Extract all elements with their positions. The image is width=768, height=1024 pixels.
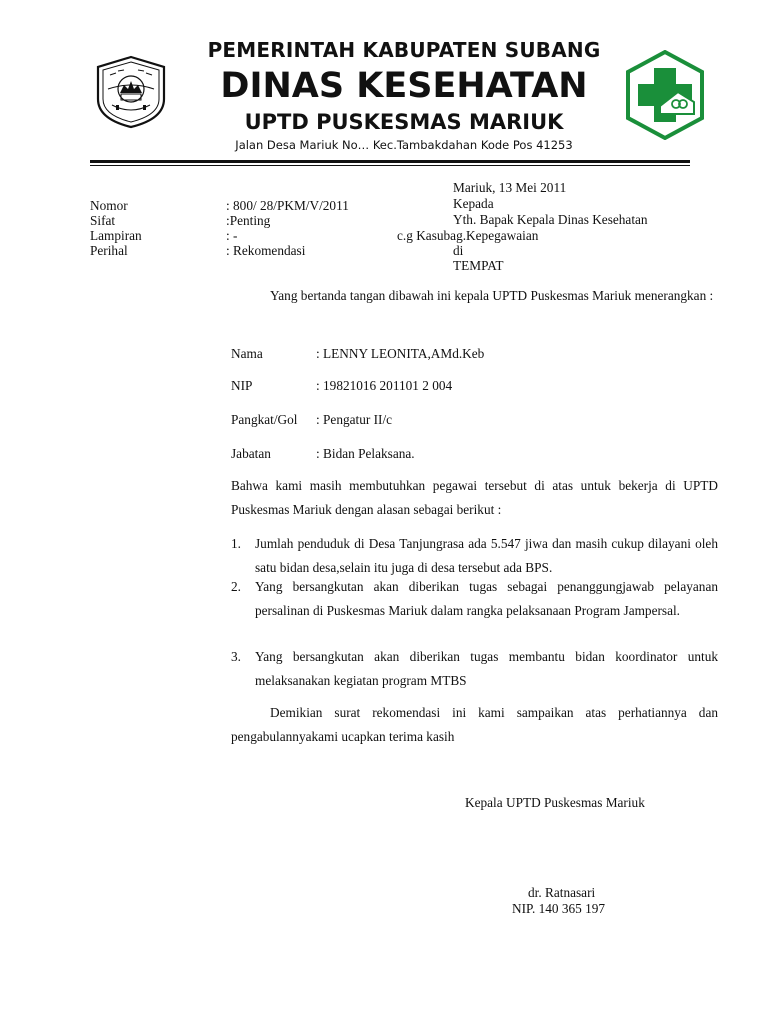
meta-label-nomor: Nomor xyxy=(90,198,128,213)
reason-text-1: Jumlah penduduk di Desa Tanjungrasa ada 5.547 jiwa dan masih cukup dilayani oleh satu bidan desa,selain itu juga di desa tersebut ada BPS. xyxy=(255,536,718,575)
letterhead-address: Jalan Desa Mariuk No… Kec.Tambakdahan Kode Pos 41253 xyxy=(235,138,573,152)
reason-text-2: Yang bersangkutan akan diberikan tugas sebagai penanggungjawab pelayanan persalinan di Puskesmas Mariuk dalam rangka pelaksanaan Program Jampersal. xyxy=(255,579,718,618)
meta-value-sifat: :Penting xyxy=(226,213,271,228)
meta-label-lampiran: Lampiran xyxy=(90,228,142,243)
meta-value-nomor: : 800/ 28/PKM/V/2011 xyxy=(226,198,349,213)
closing-paragraph: Demikian surat rekomendasi ini kami sampaikan atas perhatiannya dan pengabulannyakami ucapkan terima kasih xyxy=(231,705,718,744)
reason-number-3: 3. xyxy=(231,649,241,664)
place-date: Mariuk, 13 Mei 2011 xyxy=(453,180,567,195)
meta-label-sifat: Sifat xyxy=(90,213,116,228)
reason-intro-paragraph: Bahwa kami masih membutuhkan pegawai tersebut di atas untuk bekerja di UPTD Puskesmas Mariuk dengan alasan sebagai berikut : xyxy=(231,478,718,517)
meta-value-perihal: : Rekomendasi xyxy=(226,243,306,258)
recipient-name: Yth. Bapak Kepala Dinas Kesehatan xyxy=(453,212,648,227)
employee-label-nip: NIP xyxy=(231,378,253,393)
recipient-to: Kepada xyxy=(453,196,494,211)
recipient-at: di xyxy=(453,243,464,258)
signature-title: Kepala UPTD Puskesmas Mariuk xyxy=(465,795,645,810)
employee-label-pangkat: Pangkat/Gol xyxy=(231,412,298,427)
meta-label-perihal: Perihal xyxy=(90,243,128,258)
reason-number-1: 1. xyxy=(231,536,241,551)
employee-value-pangkat: : Pengatur II/c xyxy=(316,412,393,427)
letterhead-rule-thick xyxy=(90,160,690,163)
letterhead-agency: DINAS KESEHATAN xyxy=(220,66,588,106)
letterhead-government: PEMERINTAH KABUPATEN SUBANG xyxy=(207,38,601,62)
letterhead-unit: UPTD PUSKESMAS MARIUK xyxy=(244,110,564,134)
recipient-place: TEMPAT xyxy=(453,258,504,273)
employee-label-jabatan: Jabatan xyxy=(231,446,271,461)
health-cross-logo-icon xyxy=(620,50,710,140)
employee-label-nama: Nama xyxy=(231,346,263,361)
employee-value-nip: : 19821016 201101 2 004 xyxy=(316,378,453,393)
reason-text-3: Yang bersangkutan akan diberikan tugas membantu bidan koordinator untuk melaksanakan kegiatan program MTBS xyxy=(255,649,718,688)
signature-name: dr. Ratnasari xyxy=(528,885,596,900)
signature-nip: NIP. 140 365 197 xyxy=(512,901,606,916)
employee-value-nama: : LENNY LEONITA,AMd.Keb xyxy=(316,346,485,361)
meta-value-lampiran: : - xyxy=(226,228,238,243)
recipient-cc: c.g Kasubag.Kepegawaian xyxy=(397,228,539,243)
letterhead-rule-thin xyxy=(90,165,690,166)
employee-value-jabatan: : Bidan Pelaksana. xyxy=(316,446,415,461)
reason-number-2: 2. xyxy=(231,579,241,594)
intro-paragraph: Yang bertanda tangan dibawah ini kepala UPTD Puskesmas Mariuk menerangkan : xyxy=(270,288,714,303)
